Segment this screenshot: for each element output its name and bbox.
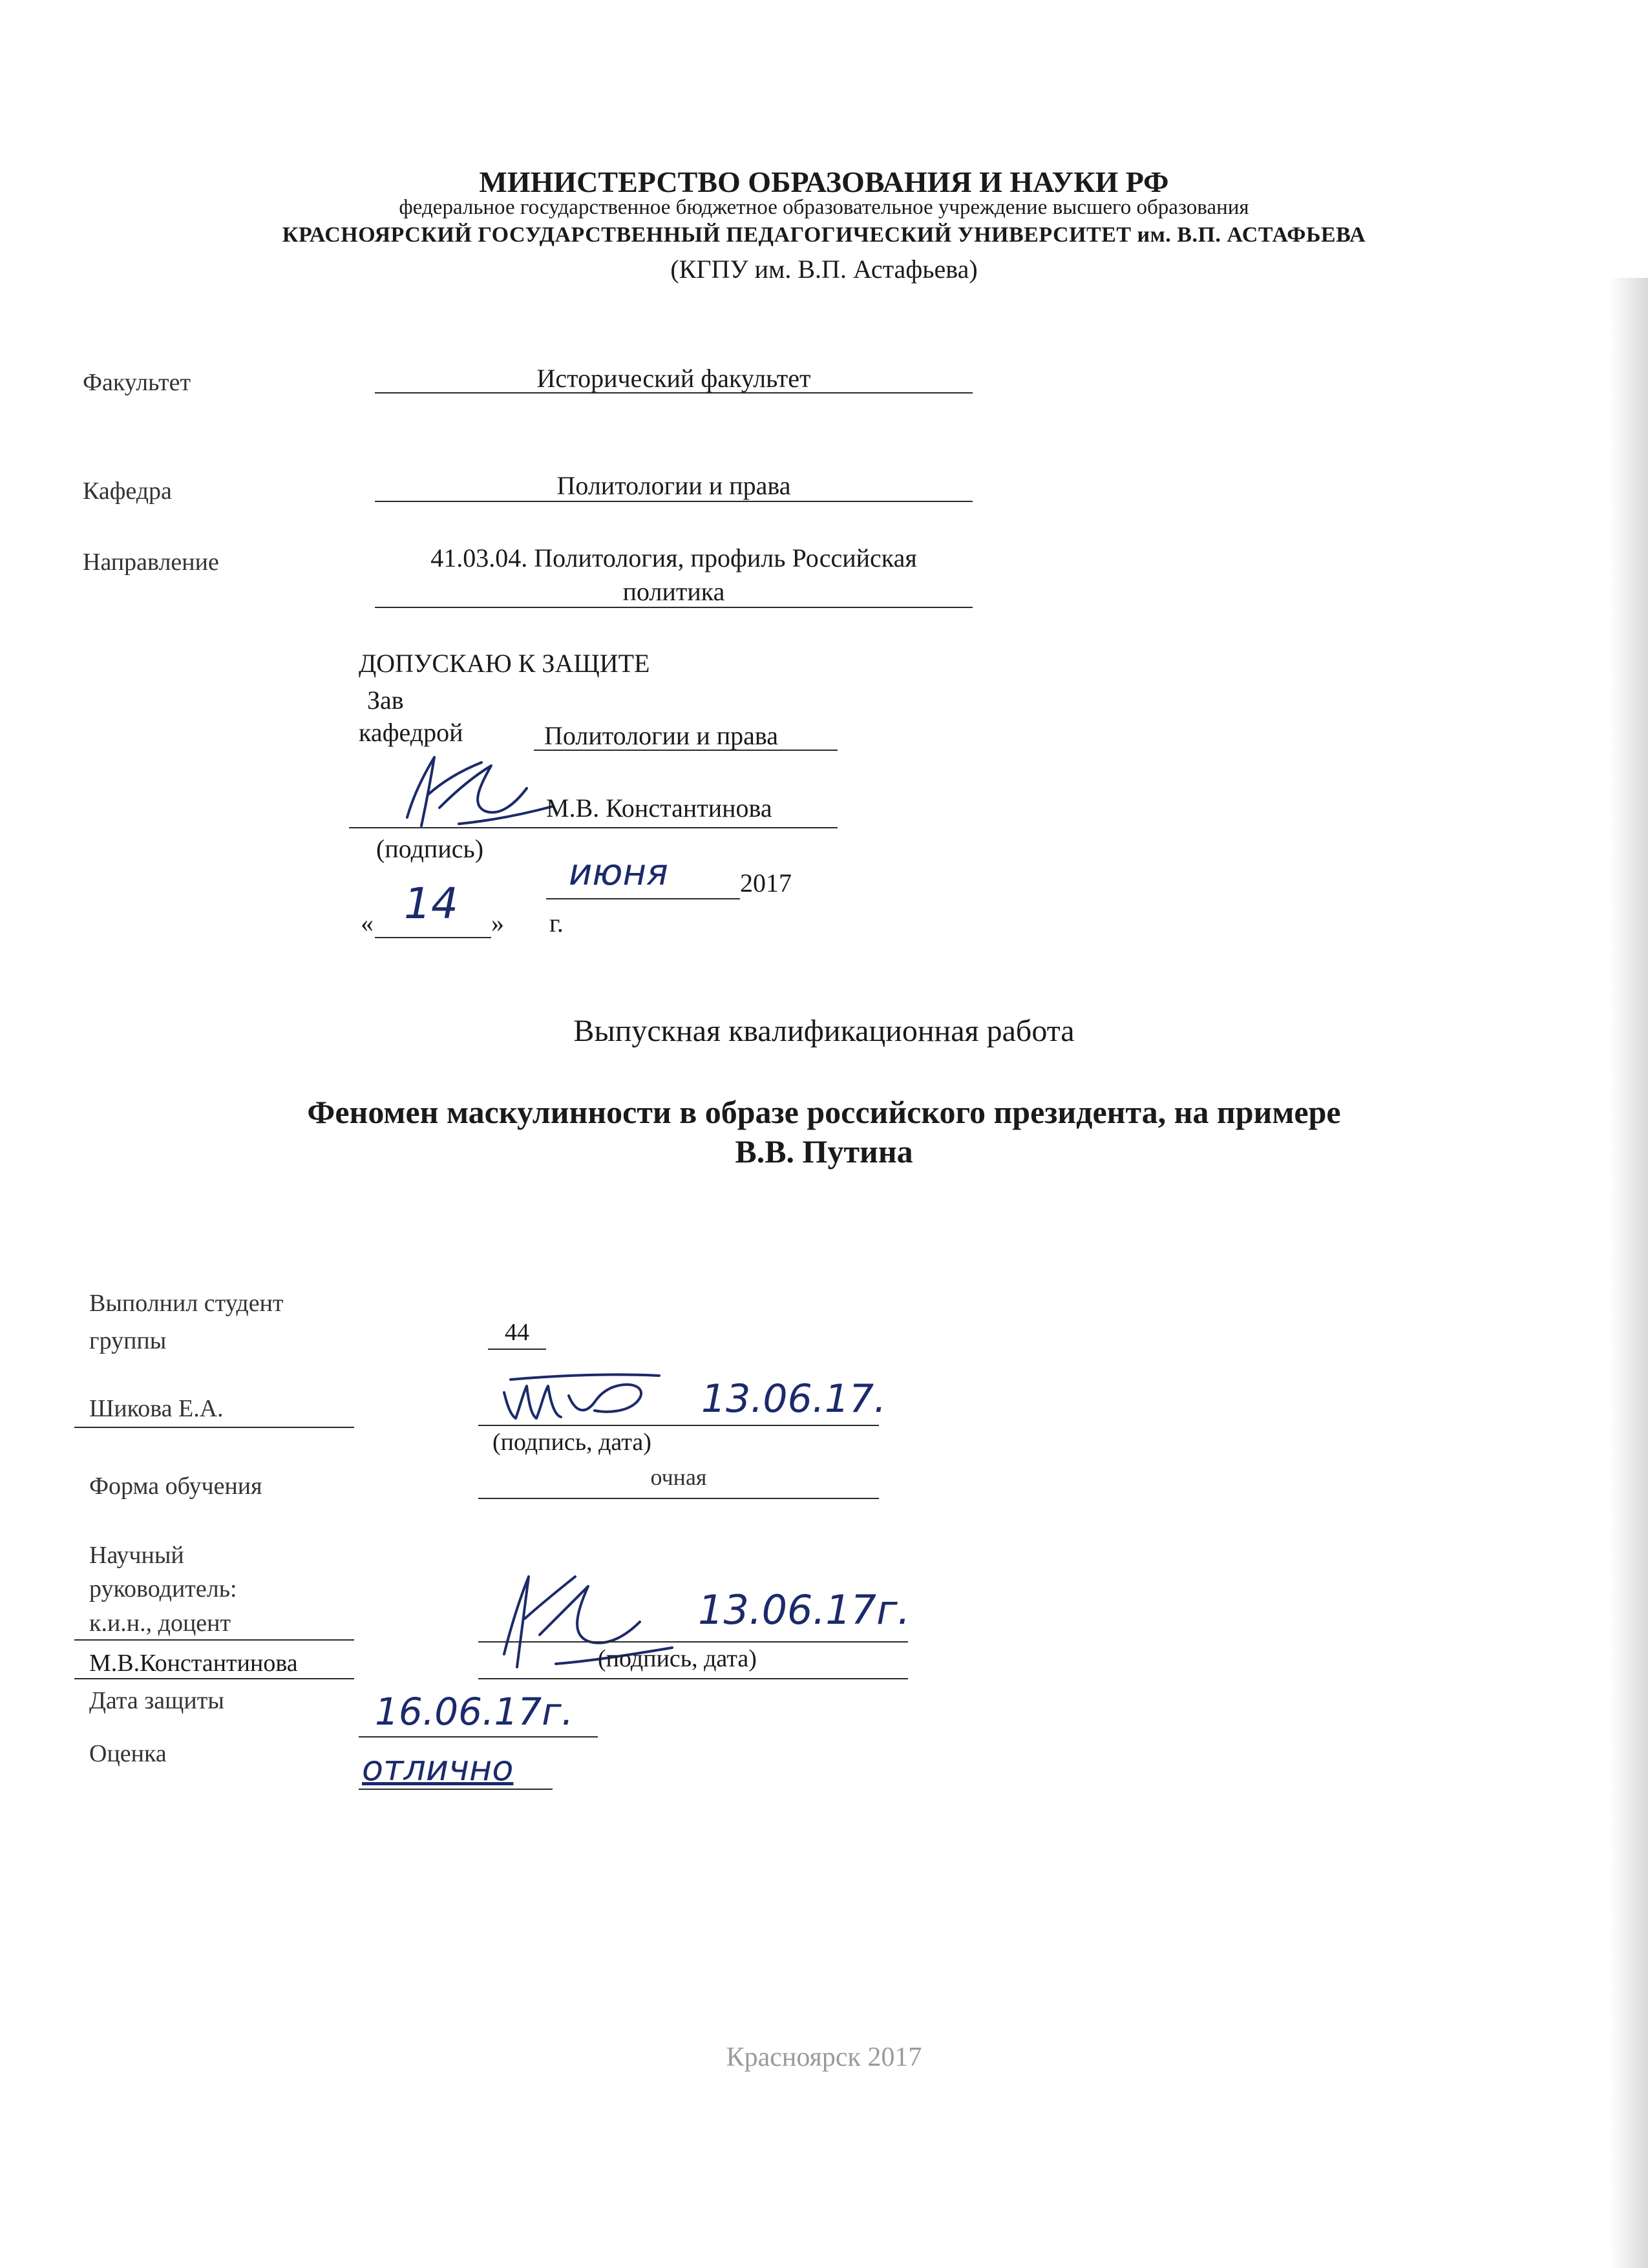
department-label: Кафедра	[83, 478, 172, 505]
supervisor-name-underline	[74, 1678, 354, 1679]
supervisor-label-line1: Научный	[89, 1542, 184, 1569]
head-name-underline	[543, 827, 838, 828]
direction-underline	[375, 607, 973, 608]
date-quote-close: »	[491, 908, 504, 938]
student-name: Шикова Е.А.	[89, 1395, 224, 1422]
grade-underline	[359, 1789, 553, 1790]
date-quote-open: «	[361, 908, 374, 938]
faculty-underline	[375, 392, 973, 394]
footer-city-year: Красноярск 2017	[726, 2042, 922, 2072]
department-value: Политологии и права	[556, 471, 791, 500]
group-number: 44	[505, 1319, 529, 1346]
direction-value-line2: политика	[622, 577, 725, 606]
supervisor-caption-underline	[478, 1678, 908, 1679]
institution-type: федеральное государственное бюджетное образовательное учреждение высшего образования	[399, 196, 1249, 219]
supervisor-label-underline	[74, 1639, 354, 1641]
student-date-handwritten: 13.06.17.	[701, 1376, 887, 1422]
date-month-handwritten: июня	[569, 852, 668, 894]
student-name-underline	[74, 1427, 354, 1428]
head-signature	[362, 750, 556, 834]
scanned-page-edge	[1609, 278, 1648, 2268]
date-month-underline	[546, 898, 740, 899]
head-department-underline	[534, 750, 838, 751]
date-day-underline	[375, 937, 491, 938]
ministry-heading: МИНИСТЕРСТВО ОБРАЗОВАНИЯ И НАУКИ РФ	[479, 165, 1169, 198]
defense-date-handwritten: 16.06.17г.	[375, 1690, 574, 1734]
grade-label: Оценка	[89, 1740, 167, 1767]
direction-value-line1: 41.03.04. Политология, профиль Российская	[430, 543, 917, 572]
defense-date-label: Дата защиты	[89, 1687, 224, 1714]
signature-caption: (подпись)	[376, 834, 484, 863]
student-signature	[498, 1367, 685, 1431]
supervisor-signature-line	[478, 1641, 908, 1643]
study-form-underline	[478, 1498, 879, 1499]
student-signature-caption: (подпись, дата)	[492, 1429, 651, 1456]
supervisor-date-handwritten: 13.06.17г.	[698, 1586, 911, 1633]
faculty-label: Факультет	[83, 369, 191, 396]
work-title-line2: В.В. Путина	[735, 1133, 913, 1170]
study-form-value: очная	[650, 1464, 707, 1490]
head-label-line1: Зав	[367, 686, 404, 715]
department-underline	[375, 501, 973, 502]
supervisor-label-line3: к.и.н., доцент	[89, 1610, 231, 1637]
defense-date-underline	[359, 1736, 598, 1738]
direction-label: Направление	[83, 549, 219, 576]
approval-title: ДОПУСКАЮ К ЗАЩИТЕ	[359, 649, 650, 678]
supervisor-name: М.В.Константинова	[89, 1650, 298, 1677]
faculty-value: Исторический факультет	[536, 364, 811, 393]
supervisor-signature-caption: (подпись, дата)	[598, 1645, 757, 1672]
head-name: М.В. Константинова	[546, 793, 772, 823]
date-day-handwritten: 14	[404, 879, 458, 929]
supervisor-label-line2: руководитель:	[89, 1575, 237, 1602]
student-label-line1: Выполнил студент	[89, 1290, 284, 1317]
study-form-label: Форма обучения	[89, 1473, 262, 1500]
group-underline	[488, 1349, 546, 1350]
work-title-line1: Феномен маскулинности в образе российского президента, на примере	[307, 1094, 1341, 1130]
student-signature-line	[478, 1425, 879, 1426]
date-year-suffix: г.	[549, 908, 564, 938]
head-label-line2: кафедрой	[359, 718, 463, 747]
university-name: КРАСНОЯРСКИЙ ГОСУДАРСТВЕННЫЙ ПЕДАГОГИЧЕСКИЙ УНИВЕРСИТЕТ им. В.П. АСТАФЬЕВА	[282, 223, 1366, 247]
university-abbr: (КГПУ им. В.П. Астафьева)	[670, 255, 978, 284]
head-department: Политологии и права	[544, 721, 779, 750]
work-type: Выпускная квалификационная работа	[573, 1014, 1075, 1048]
grade-handwritten: отлично	[362, 1748, 514, 1789]
head-signature-line	[349, 827, 543, 828]
date-year: 2017	[740, 868, 792, 898]
student-label-line2: группы	[89, 1327, 167, 1354]
